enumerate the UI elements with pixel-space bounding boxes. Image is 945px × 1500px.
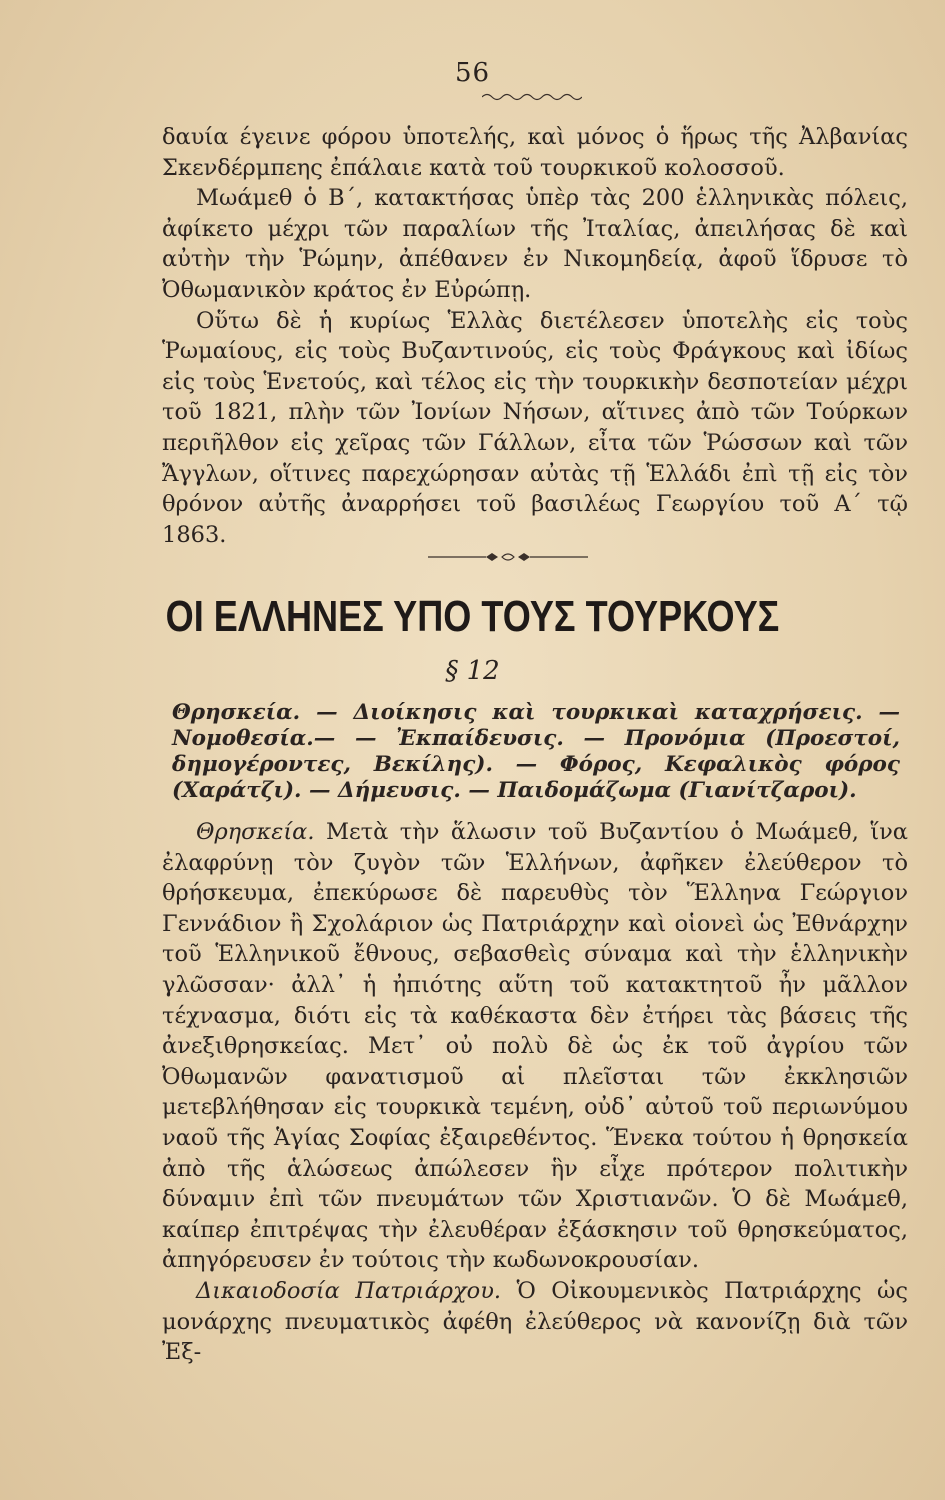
paragraph-body-religion: Μετὰ τὴν ἅλωσιν τοῦ Βυζαντίου ὁ Μωάμεθ, ἵνα ἐλαφρύνῃ τὸν ζυγὸν τῶν Ἑλλήνων, ἀφῆκεν ἐλεύθερον τὸ θρήσκευμα, ἐπεκύρωσε δὲ παρευθὺς τὸν Ἕλληνα Γεώργιον Γεννάδιον ἢ Σχολάριον ὡς Πατριάρχην καὶ οἱονεὶ ὡς Ἐθνάρχην τοῦ Ἑλληνικοῦ ἔθνους, σεβασθεὶς σύναμα καὶ τὴν ἑλληνικὴν γλῶσσαν· ἀλλ᾽ ἡ ἠπιότης αὕτη τοῦ κατακτητοῦ ἦν μᾶλλον τέχνασμα, διότι εἰς τὰ καθέκαστα δὲν ἐτήρει τὰς βάσεις τῆς ἀνεξιθρησκείας. Μετ᾽ οὐ πολὺ δὲ ὡς ἐκ τοῦ ἀγρίου τῶν Ὀθωμανῶν φανατισμοῦ αἱ πλεῖσται τῶν ἐκκλησιῶν μετεβλήθησαν εἰς τουρκικὰ τεμένη, οὐδ᾽ αὐτοῦ τοῦ περιωνύμου ναοῦ τῆς Ἁγίας Σοφίας ἐξαιρεθέντος. Ἕνεκα τούτου ἡ θρησκεία ἀπὸ τῆς ἁλώσεως ἀπώλεσεν ἣν εἶχε πρότερον πολιτικὴν δύναμιν ἐπὶ τῶν πνευμάτων τῶν Χριστιανῶν. Ὁ δὲ Μωάμεθ, καίπερ ἐπιτρέψας τὴν ἐλευθέραν ἐξάσκησιν τοῦ θρησκεύματος, ἀπηγόρευσεν ἐν τούτοις τὴν κωδωνοκρουσίαν.	[162, 819, 908, 1274]
paragraph-greece-subject: Οὕτω δὲ ἡ κυρίως Ἑλλὰς διετέλεσεν ὑποτελὴς εἰς τοὺς Ῥωμαίους, εἰς τοὺς Βυζαντινούς, εἰς τοὺς Φράγκους καὶ ἰδίως εἰς τοὺς Ἑνετούς, καὶ τέλος εἰς τὴν τουρκικὴν δεσποτείαν μέχρι τοῦ 1821, πλὴν τῶν Ἰονίων Νήσων, αἵτινες ἀπὸ τῶν Τούρκων περιῆλθον εἰς χεῖρας τῶν Γάλλων, εἶτα τῶν Ῥώσσων καὶ τῶν Ἄγγλων, οἵτινες παρεχώρησαν αὐτὰς τῇ Ἑλλάδι ἐπὶ τῇ εἰς τὸν θρόνον αὐτῆς ἀναρρήσει τοῦ βασιλέως Γεωργίου τοῦ Α΄ τῷ 1863.	[162, 307, 908, 548]
paragraph-continuation: δαυία έγεινε φόρου ὑποτελής, καὶ μόνος ὁ ἥρως τῆς Ἀλβανίας Σκενδέρμπεης ἐπάλαιε κατὰ τοῦ τουρκικοῦ κολοσσοῦ.	[162, 124, 908, 181]
wave-ornament	[482, 92, 582, 102]
summary-text: Θρησκεία. — Διοίκησις καὶ τουρκικαὶ καταχρήσεις. — Νομοθεσία.— — Ἐκπαίδευσις. — Προνόμια (Προεστοί, δημογέροντες, Βεκίλης). — Φόρος, Κεφαλικὸς φόρος (Χαράτζι). — Δήμευσις. — Παιδομάζωμα (Γιανίτζαροι).	[172, 700, 900, 803]
paragraph-lead-patriarch: Δικαιοδοσία Πατριάρχου.	[196, 1277, 502, 1304]
paragraph-body-patriarch: Ὁ Οἰκουμενικὸς Πατριάρχης ὡς μονάρχης πνευματικὸς ἀφέθη ἐλεύθερος νὰ κανονίζῃ διὰ τῶν Ἐξ-	[162, 1277, 908, 1366]
section-number: § 12	[445, 656, 500, 686]
top-text-block	[162, 122, 908, 550]
chapter-title: ΟΙ ΕΛΛΗΝΕΣ ΥΠΟ ΤΟΥΣ ΤΟΥΡΚΟΥΣ	[165, 592, 780, 641]
paragraph-religion	[162, 817, 908, 1276]
paragraph-lead-religion: Θρησκεία.	[196, 819, 315, 845]
chapter-summary	[172, 700, 900, 804]
page-number: 56	[454, 58, 491, 88]
paragraph-patriarch	[162, 1276, 908, 1368]
paragraph-mohammed: Μωάμεθ ὁ Β΄, κατακτήσας ὑπὲρ τὰς 200 ἑλληνικὰς πόλεις, ἀφίκετο μέχρι τῶν παραλίων τῆς Ἰταλίας, ἀπειλήσας δὲ καὶ αὐτὴν τὴν Ῥώμην, ἀπέθανεν ἐν Νικομηδείᾳ, ἀφοῦ ἵδρυσε τὸ Ὀθωμανικὸν κράτος ἐν Εὐρώπῃ.	[162, 185, 908, 303]
bottom-text-block	[162, 817, 908, 1368]
section-divider-ornament	[428, 548, 588, 566]
